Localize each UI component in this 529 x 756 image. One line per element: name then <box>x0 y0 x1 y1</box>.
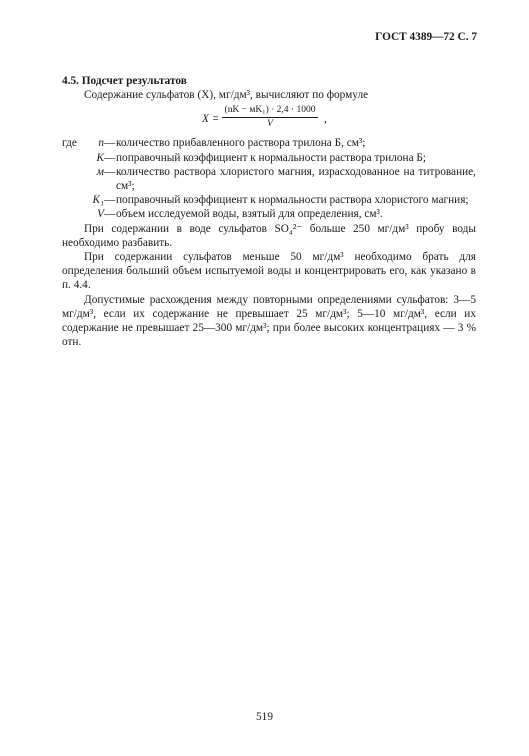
formula-fraction <box>222 104 318 130</box>
definitions-list <box>62 136 476 221</box>
definition-symbol: n <box>98 137 104 150</box>
where-label: где <box>62 137 77 150</box>
definition-row <box>62 207 476 221</box>
section-title: 4.5. Подсчет результатов <box>62 75 187 87</box>
definition-dash: — <box>104 194 116 207</box>
definition-dash: — <box>104 137 116 150</box>
definition-dash: — <box>104 165 116 178</box>
definition-symbol: K <box>96 151 104 164</box>
paragraph-tolerances: Допустимые расхождения между повторными определениями сульфатов: 3—5 мг/дм³, если их содержание не превышает 25 мг/дм³; 5—10 мг/дм³, если их содержание не превышает 25—300 мг/дм³; при более высоких концентрациях — 3 % отн. <box>62 293 476 349</box>
formula <box>62 104 476 134</box>
definition-dash: — <box>104 151 116 164</box>
definition-text: поправочный коэффициент к нормальности раствора хлористого магния; <box>116 194 469 207</box>
definition-row <box>62 193 476 207</box>
definition-symbol: K₁ <box>92 194 104 207</box>
formula-lhs: X = <box>202 113 220 126</box>
definition-text: объем исследуемой воды, взятый для определения, см³. <box>116 208 383 221</box>
definition-text: поправочный коэффициент к нормальности раствора трилона Б; <box>116 151 427 164</box>
page-number: 519 <box>256 711 273 723</box>
definition-row <box>62 165 476 193</box>
definition-text: количество прибавленного раствора трилона Б, см³; <box>116 137 366 150</box>
formula-denominator: V <box>267 119 273 130</box>
definition-text: количество раствора хлористого магния, израсходованное на титрование, см³; <box>116 165 476 193</box>
paragraph-concentration: При содержании сульфатов меньше 50 мг/дм³ необходимо брать для определения больший объем испытуемой воды и концентрировать его, как указано в п. 4.4. <box>62 251 476 292</box>
paragraph-dilution: При содержании в воде сульфатов SO₄²⁻ больше 250 мг/дм³ пробу воды необходимо разбавить. <box>62 222 476 249</box>
definition-row <box>62 136 476 150</box>
document-header: ГОСТ 4389—72 С. 7 <box>375 31 477 43</box>
definition-symbol: V <box>97 208 104 221</box>
formula-numerator: (nK − мK₁) · 2,4 · 1000 <box>222 104 318 118</box>
definition-symbol: м <box>96 165 104 178</box>
definition-dash: — <box>104 208 116 221</box>
intro-line: Содержание сульфатов (X), мг/дм³, вычисляют по формуле <box>84 89 369 102</box>
document-body <box>62 74 476 349</box>
formula-trailing: , <box>324 113 327 126</box>
definition-row <box>62 151 476 165</box>
